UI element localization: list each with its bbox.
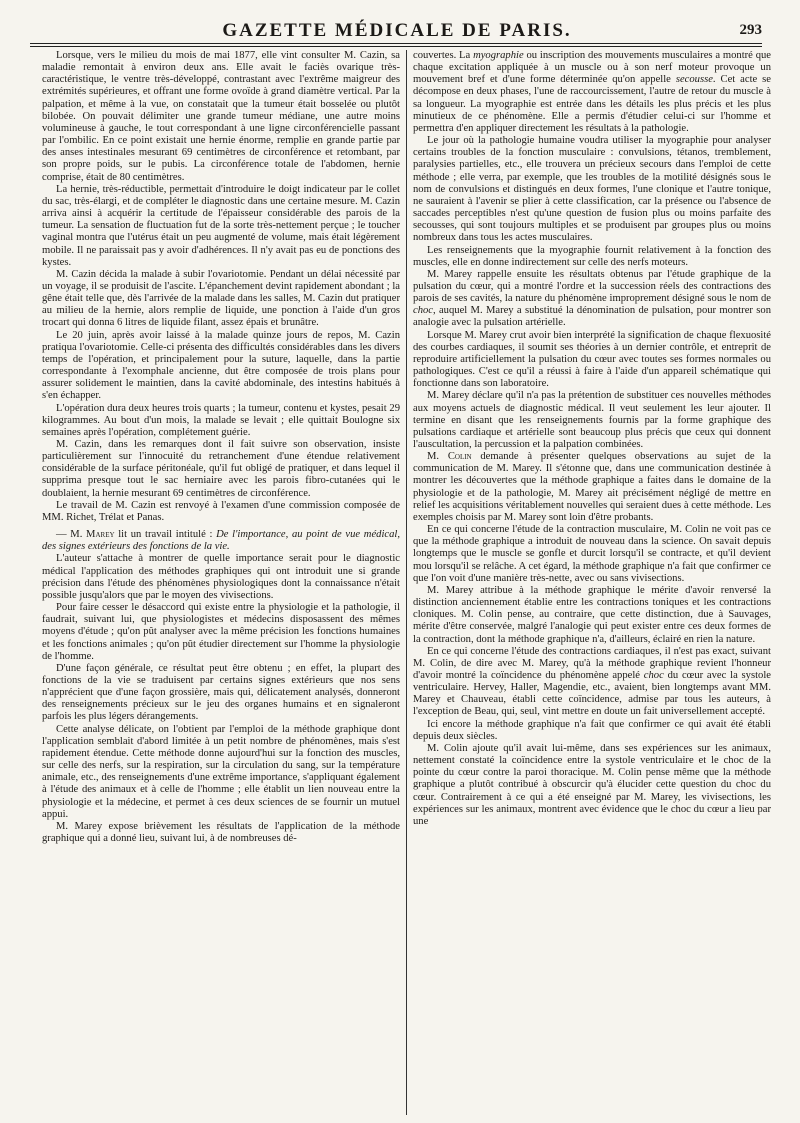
paragraph: Ici encore la méthode graphique n'a fait que confirmer ce qui avait été établi depuis deux siècles.: [413, 718, 771, 742]
text-run: couvertes. La: [413, 50, 474, 61]
paragraph: [413, 451, 771, 524]
text-run: du cœur avec la systole ventriculaire. Hervey, Haller, Magendie, etc., avaient, bien longtemps avant MM. Marey et Chauveau, établi cette coïncidence, admise par tous les auteurs, à l'exception de Beau, qui, seul, vint mettre en doute un fait universellement accepté.: [413, 669, 771, 718]
paragraph: L'opération dura deux heures trois quarts ; la tumeur, contenu et kystes, pesait 29 kilogrammes. Au bout d'un mois, la malade se levait ; elle quittait Boulogne six semaines après l'opération, complétement guérie.: [42, 402, 400, 438]
paragraph: Le jour où la pathologie humaine voudra utiliser la myographie pour analyser certains troubles de la fonction musculaire : convulsions, tétanos, tremblement, paralysies partielles, etc., elle trouvera un précieux secours dans l'emploi de cette méthode ; elle verra, par exemple, que les troubles de la motilité désignés sous le nom de convulsions et distingués en deux formes, l'une clonique et l'autre tonique, ne sauraient à l'avenir se plier à cette classification, car la présence ou l'absence de saccades perceptibles n'est qu'une question de fusion plus ou moins parfaite des secousses, qui sont toujours multiples et se produisent par groupes plus ou moins nombreux dans tous les actes musculaires.: [413, 135, 771, 244]
italic-term: choc: [643, 669, 664, 681]
text-run: demande à présenter quelques observations au sujet de la communication de M. Marey. Il s'étonne que, dans une communication destinée à montrer les découvertes que la méthode graphique a faites dans le domaine de la physiologie et de la pathologie, M. Marey ait précisément négligé de mettre en relief les acquisitions véritablement nouvelles qui seraient dues à cette méthode. Les exemples choisis par M. Marey sont loin d'être probants.: [413, 451, 771, 523]
text-run: En ce qui concerne l'étude des contractions cardiaques, il n'est pas exact, suivant M. Colin, de dire avec M. Marey, qu'à la méthode graphique revient l'honneur d'avoir montré la coïncidence du phénomène appelé: [413, 645, 771, 681]
paragraph: M. Cazin décida la malade à subir l'ovariotomie. Pendant un délai nécessité par un voyage, il se produisit de l'ascite. L'épanchement devint rapidement abondant ; la gêne était telle que, dès l'arrivée de la malade dans les salles, M. Cazin dut pratiquer au milieu de la hernie, alors remplie de liquide, une ponction à l'aide d'un gros trocart qui donna 6 litres de liquide filant, assez épais et brunâtre.: [42, 268, 400, 329]
italic-term: secousse: [675, 74, 713, 86]
page-number: 293: [739, 22, 762, 38]
paragraph: Lorsque, vers le milieu du mois de mai 1877, elle vint consulter M. Cazin, sa maladie remontait à environ deux ans. Elle avait le faciès ovarique très-caractéristique, le ventre très-développé, contrastant avec l'extrême maigreur des extrémités supérieures, et offrant une forme ovoïde à grand diamètre vertical. Par la palpation, et même à la vue, on constatait que la tumeur était bosselée ou plutôt bilobée. On pouvait délimiter une grande tumeur médiane, une autre moins volumineuse à gauche, le tout correspondant à une ligne circonférencielle passant par l'ombilic. En ce point existait une hernie énorme, remplie en grande partie par des anses intestinales mesurant 69 centimètres de circonférence et retombant, par son propre poids, sur le pubis. La circonférence totale de l'abdomen, hernie comprise, était de 80 centimètres.: [42, 50, 400, 183]
heading-text: lit un travail intitulé :: [114, 529, 217, 541]
column-divider: [406, 50, 407, 1115]
paragraph: [413, 50, 771, 135]
paragraph: La hernie, très-réductible, permettait d'introduire le doigt indicateur par le collet du sac, très-élargi, et de compléter le diagnostic dans une certaine mesure. M. Cazin arriva ainsi à acquérir la certitude de l'épaisseur considérable des parois de la tumeur. La sensation de fluctuation fut de la sorte très-nettement perçue ; le toucher vaginal montra que l'utérus était un peu augmenté de volume, mais était légèrement mobile. Il ne paraissait pas y avoir d'adhérences. Il n'y avait pas eu de ponctions des kystes.: [42, 183, 400, 268]
paragraph: M. Marey expose brièvement les résultats de l'application de la méthode graphique qui a donné lieu, suivant lui, à de nombreuses dé-: [42, 820, 400, 844]
paper-title: De l'importance, au point de vue médical, des signes extérieurs des fonctions de la vie.: [42, 529, 400, 553]
header-rule: [30, 43, 762, 44]
paragraph: Pour faire cesser le désaccord qui existe entre la physiologie et la pathologie, il faudrait, suivant lui, que physiologistes et médecins disposassent des mêmes moyens d'étude ; qu'on pût analyser avec la même précision les fonctions humaines et les fonctions animales ; qu'on pût étudier directement sur l'homme la physiologie de l'homme.: [42, 602, 400, 662]
italic-term: choc: [413, 305, 433, 317]
text-run: , auquel M. Marey a substitué la dénomination de pulsation, pour montrer son analogie avec la pulsation artérielle.: [413, 305, 771, 329]
paragraph: [413, 646, 771, 719]
text-run: M. Marey rappelle ensuite les résultats obtenus par l'étude graphique de la pulsation du cœur, qui a montré l'ordre et la succession réels des contractions des parois de ses cavités, la nature du phénomène improprement désigné sous le nom de: [413, 268, 771, 305]
paragraph: L'auteur s'attache à montrer de quelle importance serait pour le diagnostic médical l'application des méthodes graphiques qui ont introduit une si grande précision dans l'étude des phénomènes physiologiques dont la connaissance n'était possible jusqu'alors que par le moyen des vivisections.: [42, 553, 400, 601]
speaker-name: M. Colin: [427, 451, 472, 463]
text-run: ou inscription des mouvements musculaires a montré que chaque excitation appliquée à un muscle ou à son nerf moteur provoque un mouvement bref et d'une forme déterminée qu'on appelle: [413, 50, 771, 86]
paragraph: En ce qui concerne l'étude de la contraction musculaire, M. Colin ne voit pas ce que la méthode graphique a introduit de nouveau dans la science. On savait depuis longtemps que le muscle se gonfle et durcit lorsqu'il se contracte, et qu'il devient mou lorsqu'il se relâche. A cet égard, la méthode graphique n'a fait que confirmer ce que l'on voit d'une manière très-nette, avec ou sans vivisections.: [413, 524, 771, 584]
right-column: [413, 50, 771, 1118]
italic-term: myographie: [473, 50, 524, 61]
speaker-name: M. Marey: [70, 529, 115, 541]
paragraph: Cette analyse délicate, on l'obtient par l'emploi de la méthode graphique dont l'application semblait d'abord limitée à un petit nombre de phénomènes, mais s'est rapidement étendue. Cette méthode donne aujourd'hui sur la fonction des muscles, sur celle des nerfs, sur la respiration, sur la circulation du sang, sur la température animale, etc., des renseignements d'une extrême importance, s'appliquant également à l'étude des animaux et à celle de l'homme ; elle établit un lien nouveau entre la physiologie et la médecine, et permet à ces deux sciences de se fournir un mutuel appui.: [42, 723, 400, 820]
left-column: [42, 50, 400, 1118]
paragraph: M. Marey déclare qu'il n'a pas la prétention de substituer ces nouvelles méthodes aux moyens actuels de diagnostic médical. Il veut seulement les leur ajouter. Il termine en disant que les renseignements fournis par la forme graphique des pulsations cardiaque et artérielle sont beaucoup plus précis que ceux qui donnent l'auscultation, la percussion et la palpation combinées.: [413, 390, 771, 450]
paragraph: [413, 269, 771, 330]
header-rule-thin: [30, 46, 762, 47]
section-heading: [42, 529, 400, 553]
journal-title: GAZETTE MÉDICALE DE PARIS.: [222, 20, 572, 41]
text-run: . Cet acte se décompose en deux phases, l'une de raccourcissement, l'autre de retour du muscle à sa longueur. La myographie est entrée dans les détails les plus précis et les plus minutieux de ce phénomène. Elle a permis d'étudier celui-ci sur l'homme et permettra d'en appliquer directement les résultats à la pathologie.: [413, 74, 771, 134]
heading-dash: —: [56, 529, 71, 541]
paragraph: Le travail de M. Cazin est renvoyé à l'examen d'une commission composée de MM. Richet, Trélat et Panas.: [42, 499, 400, 523]
paragraph: M. Cazin, dans les remarques dont il fait suivre son observation, insiste particulièrement sur l'innocuité du retranchement d'une étendue relativement considérable de la surface péritonéale, qu'il fut obligé de pratiquer, et dans lequel il supprima presque tout le sac herniaire avec les parois fibro-cutanées qui le doublaient, la hernie mesurant 69 centimètres de circonférence.: [42, 439, 400, 499]
paragraph: D'une façon générale, ce résultat peut être obtenu ; en effet, la plupart des fonctions de la vie se traduisent par certains signes extérieurs que nos sens n'apprécient que d'une façon grossière, mais qui, délicatement analysés, donneront des renseignements précieux sur le jeu des organes humains et en signaleront parfois les plus légers dérangements.: [42, 662, 400, 723]
paragraph: Le 20 juin, après avoir laissé à la malade quinze jours de repos, M. Cazin pratiqua l'ovariotomie. Celle-ci présenta des difficultés considérables dans les divers temps de l'opération, et principalement pour la suture, laquelle, dans la partie correspondante à l'exomphale ancienne, dut être composée de trois plans pour assurer solidement le maintien, dans la cavité abdominale, des intestins habitués à s'en échapper.: [42, 329, 400, 402]
paragraph: M. Marey attribue à la méthode graphique le mérite d'avoir renversé la distinction anciennement établie entre les contractions toniques et les contractions cloniques. M. Colin pense, au contraire, que cette distinction, due à Sauvages, mérite d'être conservée, malgré l'analogie qui peut exister entre ces deux formes de la contraction, dont la méthode graphique n'a, d'ailleurs, éclairé en rien la nature.: [413, 584, 771, 645]
paragraph: M. Colin ajoute qu'il avait lui-même, dans ses expériences sur les animaux, nettement constaté la coïncidence entre la systole ventriculaire et le choc de la pointe du cœur contre la paroi thoracique. M. Colin pense même que la méthode graphique a plutôt contribué à obscurcir qu'à élucider cette question du choc du cœur. Contrairement à ce qui a été enseigné par M. Marey, les vivisections, les expériences sur les animaux, montrent avec évidence que le choc du cœur a lieu par une: [413, 742, 771, 827]
paragraph: Les renseignements que la myographie fournit relativement à la fonction des muscles, elle en donne indirectement sur celle des nerfs moteurs.: [413, 244, 771, 268]
paragraph: Lorsque M. Marey crut avoir bien interprété la signification de chaque flexuosité des courbes cardiaques, il soumit ses théories à un dernier contrôle, et entreprit de reproduire artificiellement la pulsation du cœur avec toutes ses formes normales ou pathologiques. C'est ce qu'il a réussi à faire à l'aide d'un appareil schématique qui fonctionne dans son laboratoire.: [413, 329, 771, 390]
